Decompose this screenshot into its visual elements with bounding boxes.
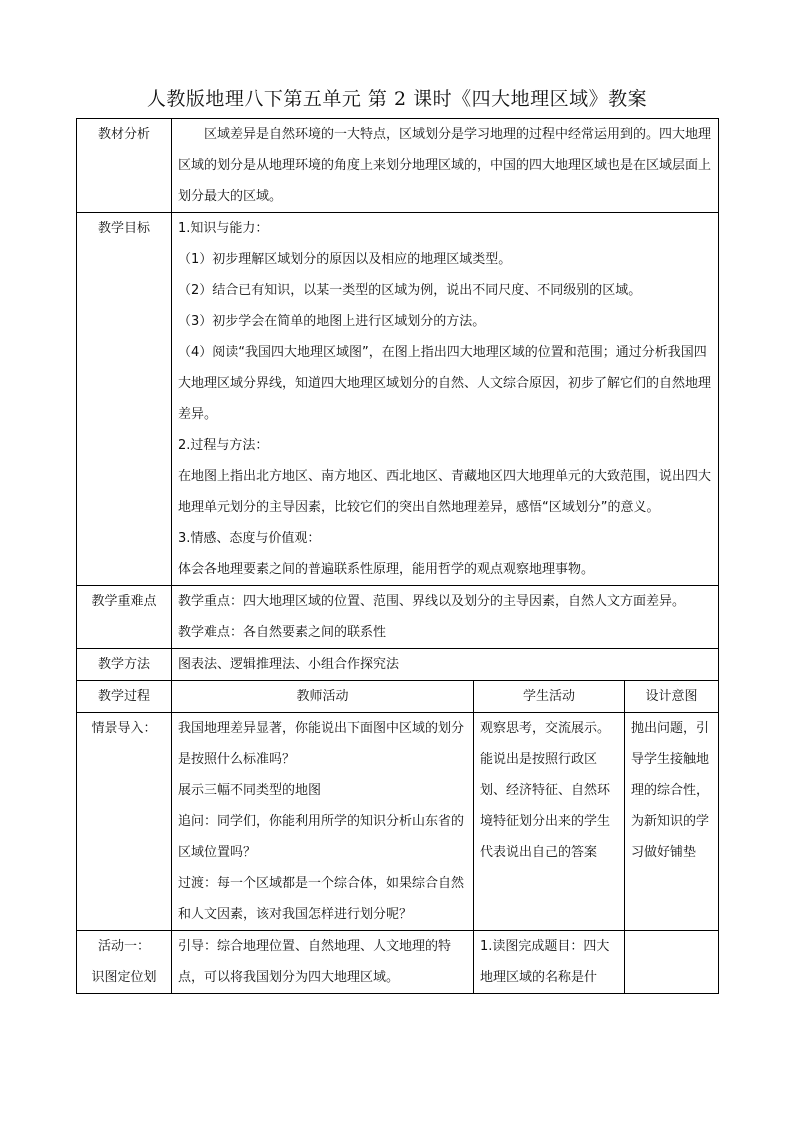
key-points-content [172, 586, 719, 649]
objective-line: 1.知识与能力： [178, 221, 269, 236]
row-activity1 [77, 931, 719, 994]
material-analysis-label: 教材分析 [77, 119, 172, 213]
objectives-content [172, 213, 719, 586]
objective-line: 在地图上指出北方地区、南方地区、西北地区、青藏地区四大地理单元的大致范围，说出四大地理单元划分的主导因素，比较它们的突出自然地理差异，感悟“区域划分”的意义。 [178, 469, 712, 515]
objective-line: （3）初步学会在简单的地图上进行区域划分的方法。 [178, 314, 486, 329]
objective-line: 2.过程与方法： [178, 438, 269, 453]
student-activity-header: 学生活动 [474, 681, 625, 713]
lesson-plan-table [76, 118, 719, 994]
row-key-points [77, 586, 719, 649]
key-point-line: 教学难点：各自然要素之间的联系性 [178, 625, 387, 640]
objectives-label: 教学目标 [77, 213, 172, 586]
row-methods [77, 649, 719, 681]
activity1-label-line: 识图定位划 [91, 970, 157, 985]
activity1-intent-content [625, 931, 719, 994]
methods-label: 教学方法 [77, 649, 172, 681]
intro-teacher-line: 追问：同学们，你能利用所学的知识分析山东省的区域位置吗？ [178, 814, 465, 860]
key-point-line: 教学重点：四大地理区域的位置、范围、界线以及划分的主导因素，自然人文方面差异。 [178, 594, 686, 609]
design-intent-header: 设计意图 [625, 681, 719, 713]
material-analysis-text: 区域差异是自然环境的一大特点，区域划分是学习地理的过程中经常运用到的。四大地理区域的划分是从地理环境的角度上来划分地理区域的，中国的四大地理区域也是在区域层面上划分最大的区域。 [178, 127, 712, 204]
objective-line: 3.情感、态度与价值观： [178, 531, 321, 546]
objective-line: （4）阅读“我国四大地理区域图”，在图上指出四大地理区域的位置和范围；通过分析我国四大地理区域分界线，知道四大地理区域划分的自然、人文综合原因，初步了解它们的自然地理差异。 [178, 345, 712, 422]
intro-student-line: 能说出是按照行政区划、经济特征、自然环境特征划分出来的学生代表说出自己的答案 [480, 752, 611, 860]
key-points-label: 教学重难点 [77, 586, 172, 649]
intro-teacher-line: 过渡：每一个区域都是一个综合体，如果综合自然和人文因素，该对我国怎样进行划分呢？ [178, 876, 465, 922]
intro-intent-content: 抛出问题，引导学生接触地理的综合性，为新知识的学习做好铺垫 [625, 713, 719, 931]
intro-teacher-line: 展示三幅不同类型的地图 [178, 783, 322, 798]
row-process-header [77, 681, 719, 713]
activity1-teacher-content: 引导：综合地理位置、自然地理、人文地理的特点，可以将我国划分为四大地理区域。 [172, 931, 474, 994]
intro-student-line: 观察思考，交流展示。 [480, 721, 611, 736]
intro-teacher-content [172, 713, 474, 931]
teacher-activity-header: 教师活动 [172, 681, 474, 713]
row-material-analysis [77, 119, 719, 213]
row-intro [77, 713, 719, 931]
material-analysis-content [172, 119, 719, 213]
methods-text: 图表法、逻辑推理法、小组合作探究法 [172, 649, 719, 681]
process-label: 教学过程 [77, 681, 172, 713]
objective-line: （2）结合已有知识，以某一类型的区域为例，说出不同尺度、不同级别的区域。 [178, 283, 642, 298]
activity1-label [77, 931, 172, 994]
intro-label: 情景导入： [77, 713, 172, 931]
objective-line: （1）初步理解区域划分的原因以及相应的地理区域类型。 [178, 252, 512, 267]
intro-teacher-line: 我国地理差异显著，你能说出下面图中区域的划分是按照什么标准吗？ [178, 721, 465, 767]
activity1-label-line: 活动一： [97, 939, 150, 954]
row-objectives [77, 213, 719, 586]
activity1-student-content: 1.读图完成题目：四大地理区域的名称是什 [474, 931, 625, 994]
objective-line: 体会各地理要素之间的普遍联系性原理，能用哲学的观点观察地理事物。 [178, 562, 595, 577]
document-title: 人教版地理八下第五单元 第 2 课时《四大地理区域》教案 [146, 88, 648, 110]
intro-student-content [474, 713, 625, 931]
